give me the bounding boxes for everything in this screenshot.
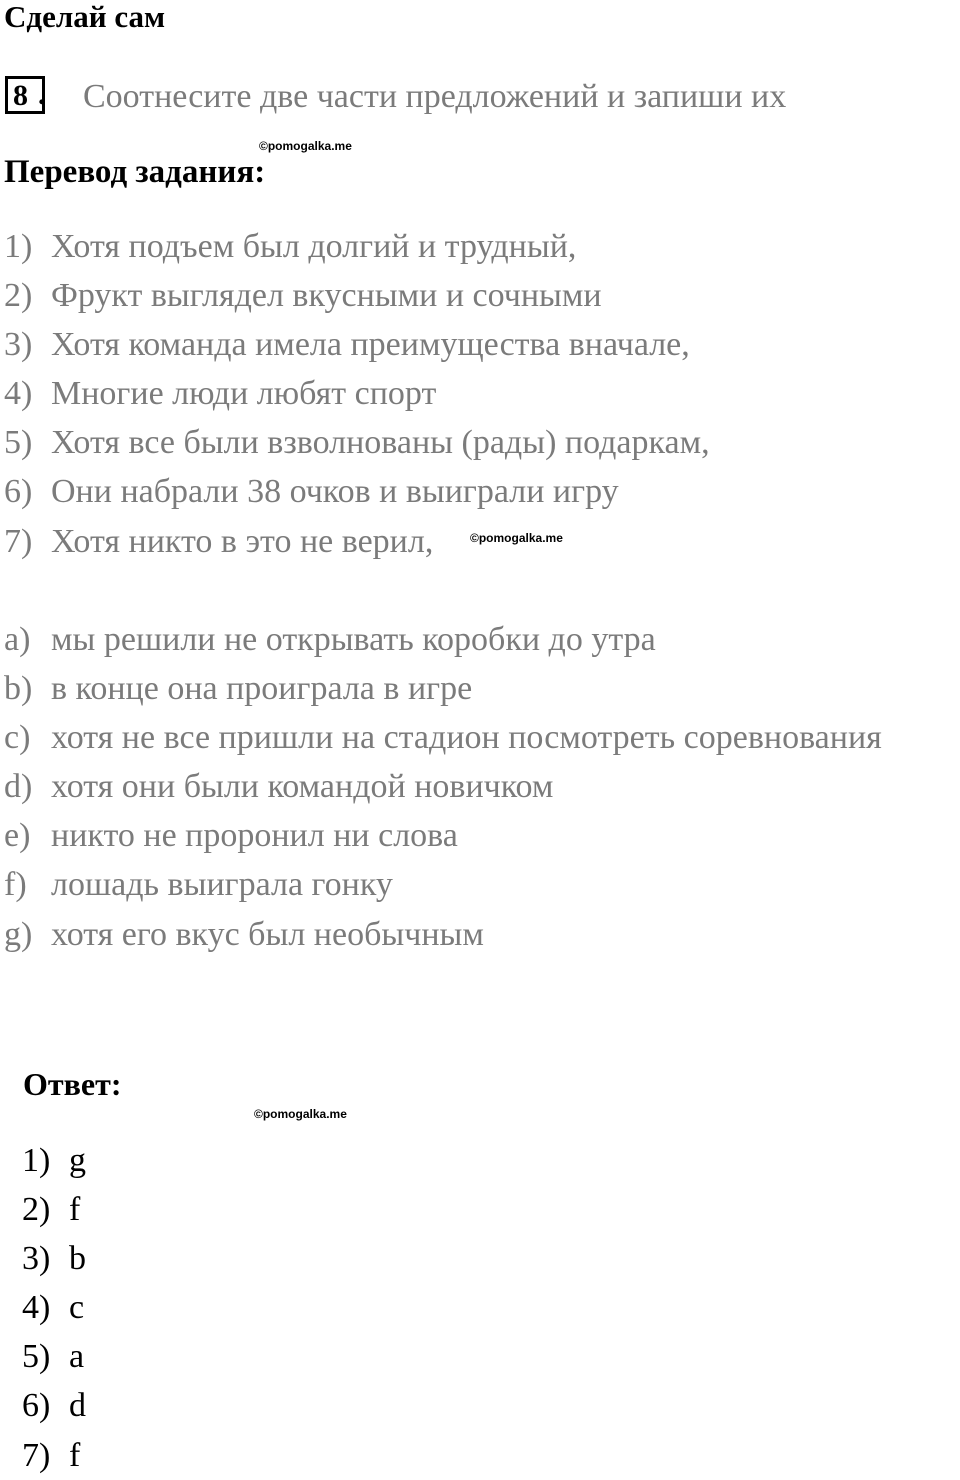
answer-item [22,1234,86,1283]
answer-item [22,1136,86,1185]
answer-letter: f [69,1436,81,1474]
item-marker: 1) [22,1142,51,1179]
item-text: хотя они были командой новичком [51,768,554,806]
item-marker: 3) [4,326,33,364]
list-item [4,517,710,566]
answer-heading: Ответ: [23,1066,122,1102]
answer-item [22,1185,86,1234]
item-marker: e) [4,817,31,855]
item-marker: 6) [4,473,33,511]
item-marker: 5) [4,424,33,462]
item-marker: 3) [22,1240,51,1278]
list-item [4,811,882,860]
item-text: Фрукт выглядел вкусными и сочными [51,277,602,315]
item-text: лошадь выиграла гонку [51,866,393,904]
item-text: Хотя никто в это не верил, [51,522,434,560]
item-text: хотя не все пришли на стадион посмотреть соревнования [51,719,882,757]
list-item [4,271,710,320]
answer-item [22,1332,86,1381]
translation-heading: Перевод задания: [4,154,266,190]
item-marker: d) [4,768,33,806]
list-item [4,467,710,516]
list-item [4,664,882,713]
item-marker: 5) [22,1338,51,1376]
answer-letter: c [69,1289,85,1327]
item-marker: f) [4,866,27,904]
item-text: Они набрали 38 очков и выиграли игру [51,473,619,511]
first-parts-list [4,222,710,566]
answer-list [22,1136,86,1480]
item-marker: a) [4,621,31,658]
list-item [4,222,710,271]
answer-letter: d [69,1387,86,1425]
list-item [4,320,710,369]
watermark: ©pomogalka.me [470,531,563,545]
section-title: Сделай сам [4,0,166,34]
list-item [4,762,882,811]
item-marker: 4) [22,1289,51,1327]
answer-item [22,1283,86,1332]
item-text: Многие люди любят спорт [51,375,437,413]
task-instruction: Соотнесите две части предложений и запиши их [83,78,787,115]
item-text: Хотя все были взволнованы (рады) подаркам, [51,424,710,462]
item-marker: c) [4,719,31,757]
item-text: мы решили не открывать коробки до утра [51,621,656,658]
answer-item [22,1431,86,1480]
item-marker: 1) [4,228,33,265]
list-item [4,910,882,959]
second-parts-list [4,615,882,959]
list-item [4,418,710,467]
item-text: Хотя подъем был долгий и трудный, [51,228,577,265]
item-text: в конце она проиграла в игре [51,670,473,708]
answer-letter: a [69,1338,85,1376]
task-number-box: 8 [5,76,45,114]
list-item [4,369,710,418]
task-number-dot: . [38,78,46,111]
list-item [4,615,882,664]
item-marker: 7) [22,1436,51,1474]
list-item [4,860,882,909]
watermark: ©pomogalka.me [254,1107,347,1121]
item-marker: 2) [22,1191,51,1229]
item-marker: 7) [4,522,33,560]
item-text: хотя его вкус был необычным [51,915,484,953]
item-marker: 2) [4,277,33,315]
answer-letter: f [69,1191,81,1229]
answer-item [22,1381,86,1430]
item-text: никто не проронил ни слова [51,817,458,855]
item-marker: 4) [4,375,33,413]
watermark: ©pomogalka.me [259,139,352,153]
item-marker: 6) [22,1387,51,1425]
answer-letter: g [69,1142,86,1179]
answer-letter: b [69,1240,86,1278]
item-marker: b) [4,670,33,708]
list-item [4,713,882,762]
item-text: Хотя команда имела преимущества вначале, [51,326,690,364]
item-marker: g) [4,915,33,953]
